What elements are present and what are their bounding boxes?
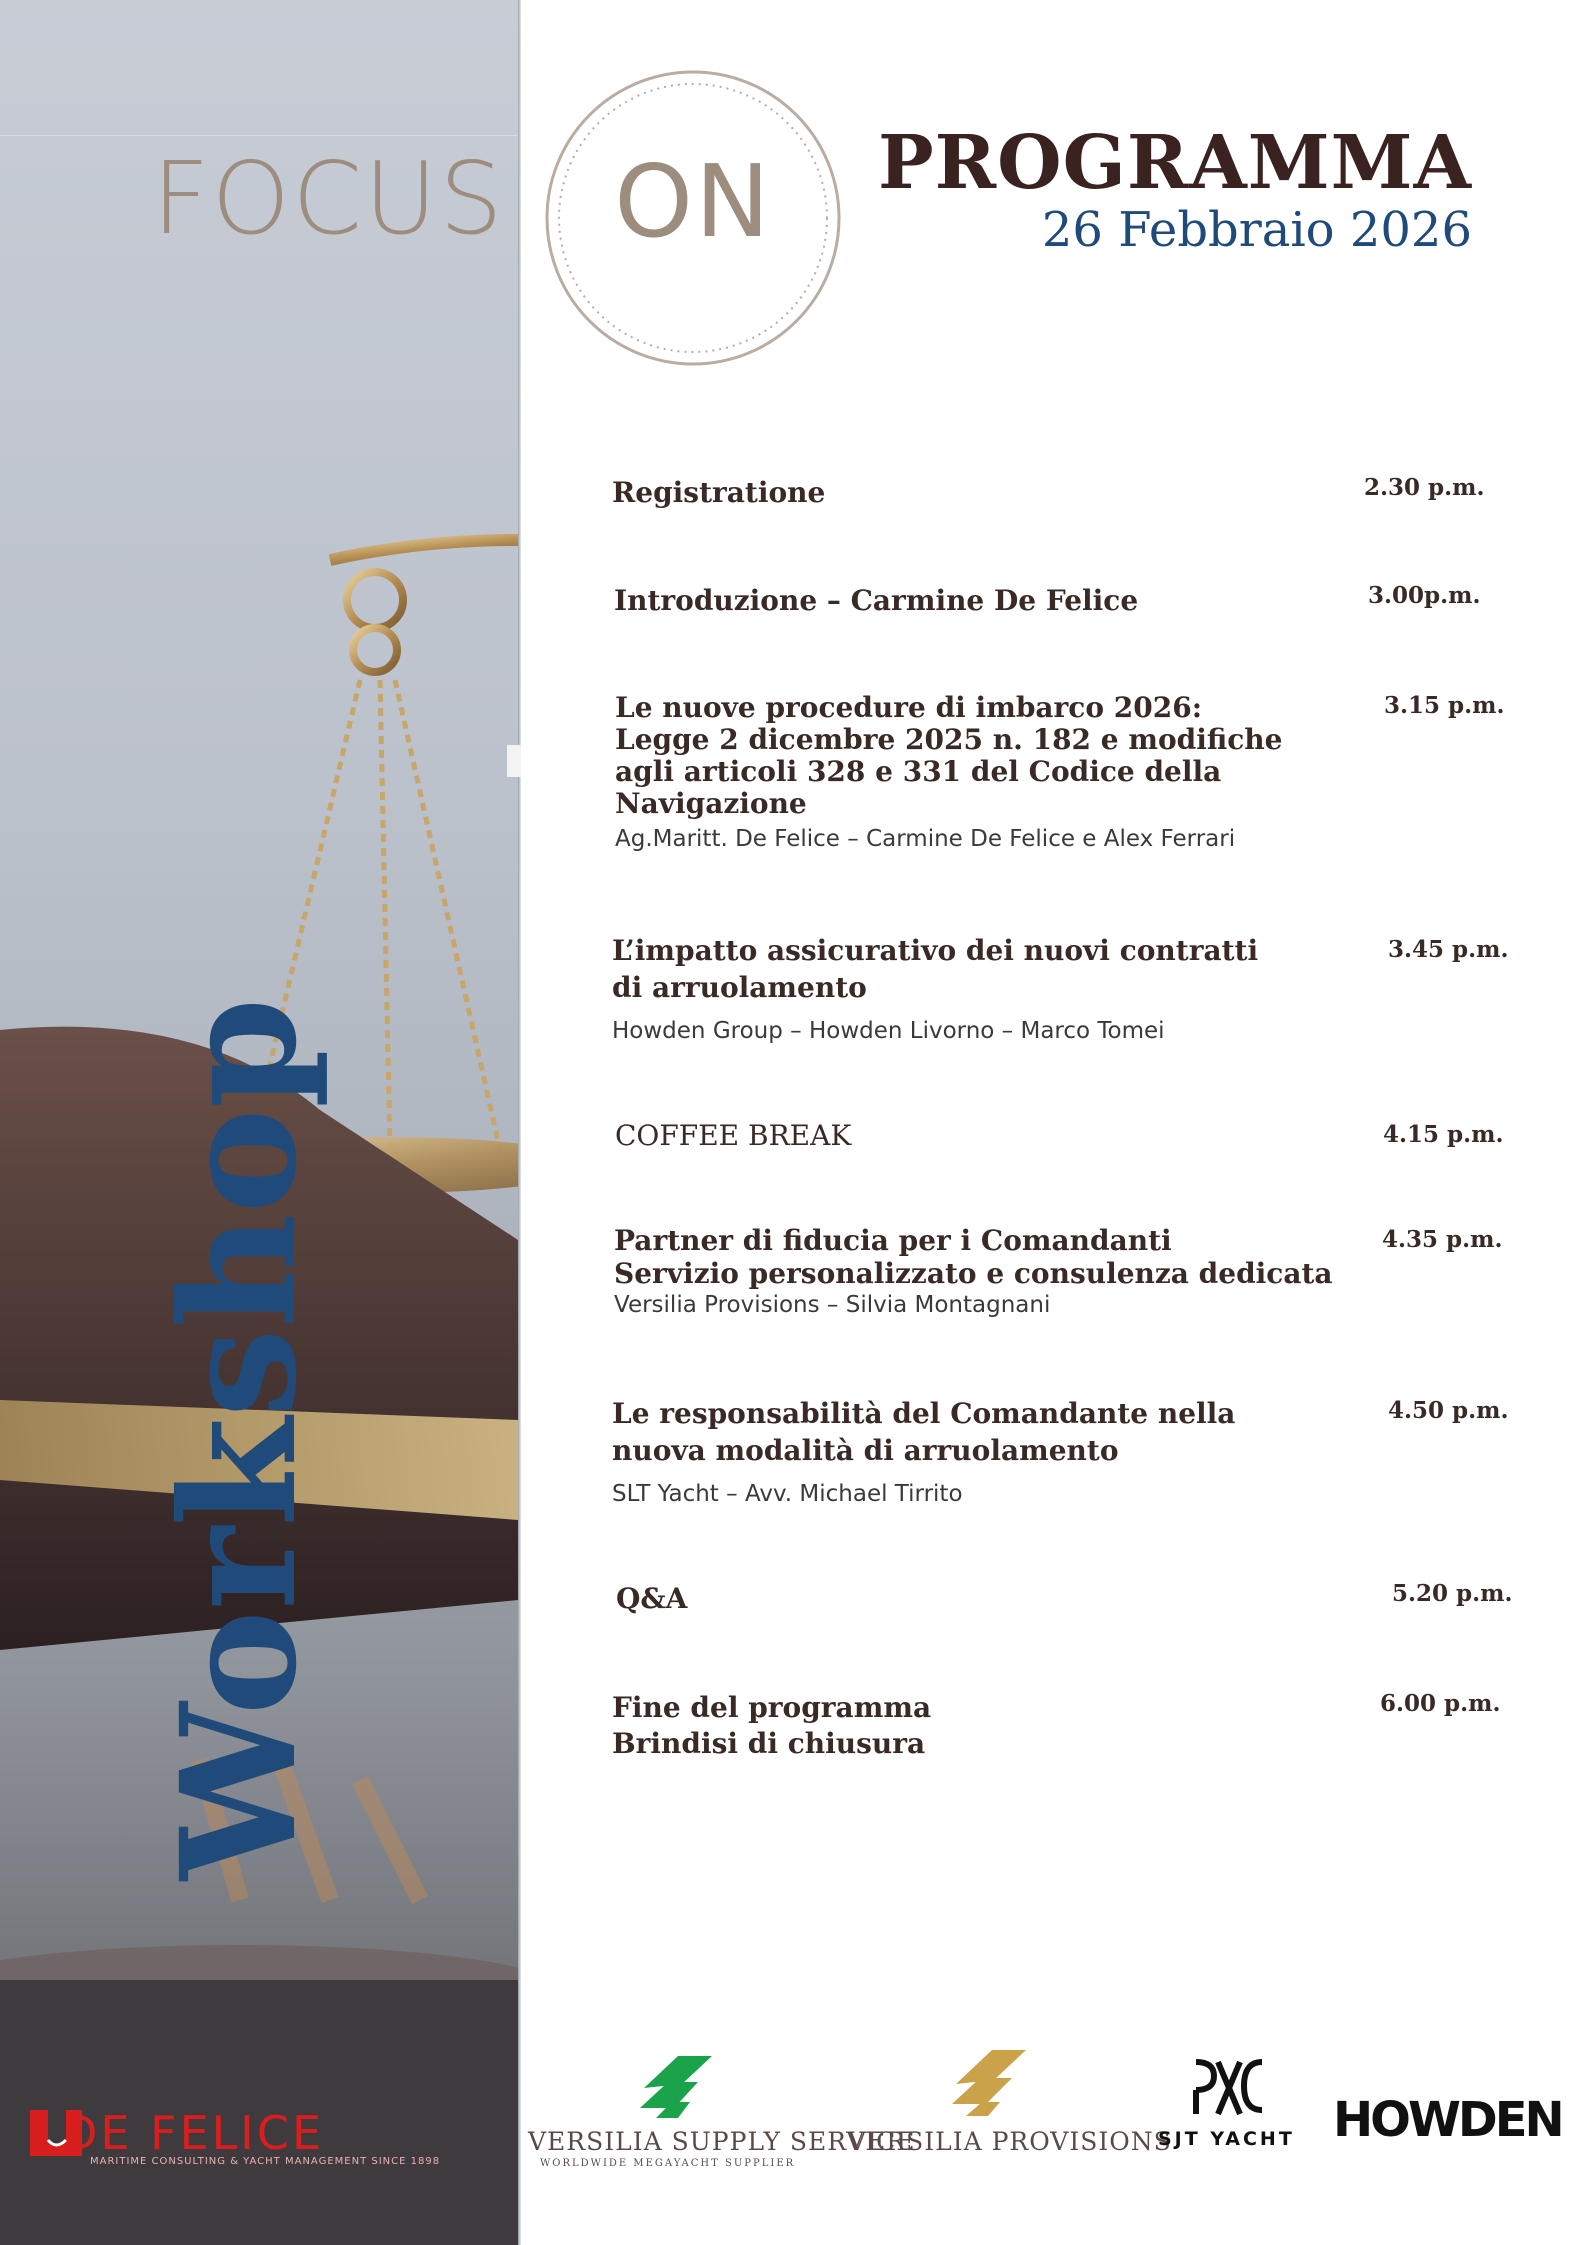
on-label: ON [614, 143, 772, 260]
agenda-item-title: L’impatto assicurativo dei nuovi contratti di arruolamento [612, 934, 1259, 1004]
panel-notch [507, 745, 521, 777]
background-photo-panel [0, 0, 518, 2245]
howden-logo-name: HOWDEN [1333, 2092, 1562, 2148]
workshop-vertical-title-wrap [147, 997, 332, 1880]
slt-logo-name: SJT YACHT [1158, 2128, 1295, 2150]
defelice-logo-tagline: MARITIME CONSULTING & YACHT MANAGEMENT SINCE 1898 [90, 2156, 441, 2167]
vss-logo-tagline: WORLDWIDE MEGAYACHT SUPPLIER [540, 2158, 796, 2169]
agenda-item-time: 3.00p.m. [1368, 582, 1481, 609]
agenda-item-title: COFFEE BREAK [615, 1119, 852, 1152]
agenda-item-time: 4.50 p.m. [1388, 1397, 1509, 1424]
agenda-item-title-line2: Brindisi di chiusura [612, 1727, 926, 1760]
agenda-item-time: 4.35 p.m. [1382, 1226, 1503, 1253]
page-title: PROGRAMMA [878, 120, 1472, 206]
agenda-item-title-line2: Servizio personalizzato e consulenza dedicata [614, 1257, 1333, 1290]
slt-logo-icon [1190, 2056, 1268, 2118]
vss-logo-icon [638, 2048, 716, 2120]
focus-label: FOCUS [152, 140, 505, 257]
agenda-item-speaker: Howden Group – Howden Livorno – Marco Tomei [612, 1018, 1165, 1044]
agenda-item-time: 3.15 p.m. [1384, 692, 1505, 719]
agenda-item-time: 4.15 p.m. [1383, 1121, 1504, 1148]
agenda-item-time: 2.30 p.m. [1364, 474, 1485, 501]
agenda-item-title: Registratione [612, 476, 826, 509]
workshop-title: Workshop [147, 997, 332, 1880]
event-date: 26 Febbraio 2026 [1041, 202, 1472, 258]
agenda-item-title: Fine del programma [612, 1691, 932, 1724]
agenda-item [614, 1224, 1514, 1318]
vp-logo-name: VERSILIA PROVISIONS [848, 2127, 1172, 2156]
agenda-item [615, 692, 1515, 852]
agenda-item-title: Q&A [616, 1582, 688, 1615]
agenda-item [612, 932, 1512, 1044]
agenda-item-time: 3.45 p.m. [1388, 936, 1509, 963]
defelice-logo-name: DE FELICE [62, 2106, 325, 2160]
agenda-item [614, 584, 1514, 617]
agenda-item-speaker: Versilia Provisions – Silvia Montagnani [614, 1292, 1051, 1318]
panel-divider [518, 0, 521, 2245]
top-rule [0, 135, 518, 136]
agenda-item-speaker: Ag.Maritt. De Felice – Carmine De Felice e Alex Ferrari [615, 826, 1236, 852]
agenda-item-speaker: SLT Yacht – Avv. Michael Tirrito [612, 1481, 963, 1507]
agenda-item-title: Introduzione – Carmine De Felice [614, 584, 1139, 617]
agenda-item-title: Le responsabilità del Comandante nella nuova modalità di arruolamento [612, 1397, 1236, 1467]
agenda-item [615, 1119, 1515, 1152]
agenda-item-title: Partner di fiducia per i Comandanti [614, 1224, 1172, 1257]
agenda-item [612, 476, 1512, 509]
agenda-item [612, 1690, 1512, 1762]
agenda-item [616, 1582, 1516, 1615]
agenda-item-time: 5.20 p.m. [1392, 1580, 1513, 1607]
vss-logo-name: VERSILIA SUPPLY SERVICE [528, 2127, 916, 2156]
on-circle-badge [540, 65, 846, 371]
agenda-item [612, 1395, 1512, 1507]
agenda-item-time: 6.00 p.m. [1380, 1690, 1501, 1717]
agenda-item-title: Le nuove procedure di imbarco 2026: Legge 2 dicembre 2025 n. 182 e modifiche agli articoli 328 e 331 del Codice della Navigazione [615, 691, 1283, 820]
vp-logo-icon [950, 2040, 1030, 2120]
